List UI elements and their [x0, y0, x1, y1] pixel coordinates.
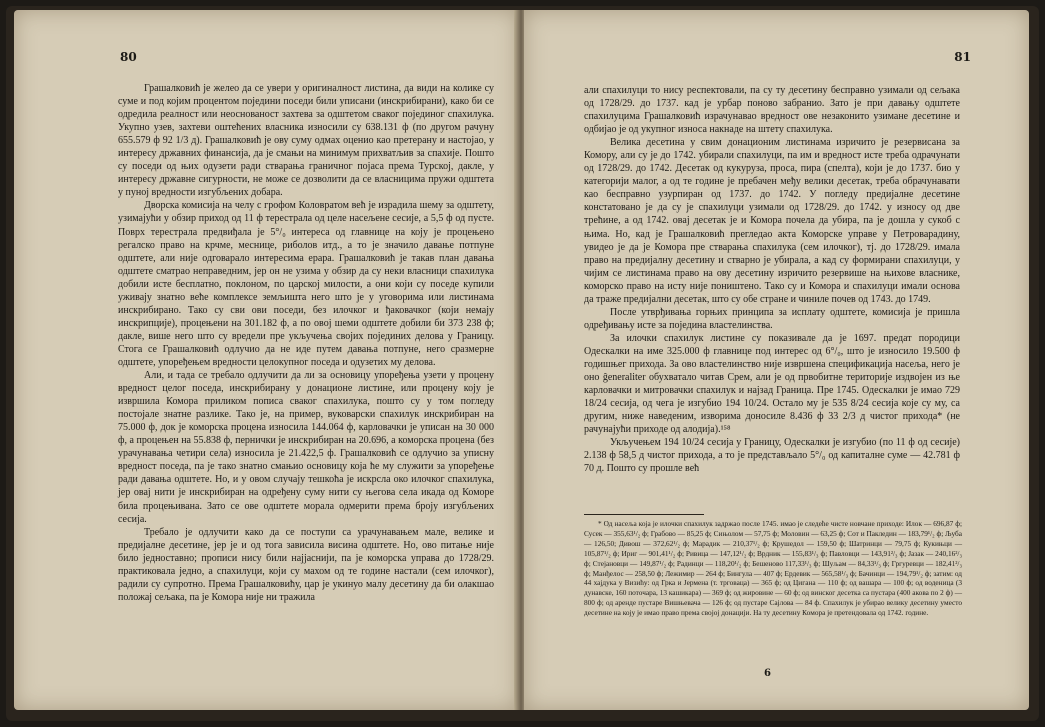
page-number: 81	[954, 50, 971, 64]
paragraph: Требало је одлучити како да се поступи са урачунавањем мале, велике и предијалне десетине, јер је и од тога зависила висина одштете. Но, ово питање није било једноставно; прописи нису били најјаснији, па је коморска управа до 1728/29. практиковала једно, а спахилуци, који су махом од те године настали (сем илочког), радили су супротно. Према Грашалковићу, цар је укинуо малу десетину да би олакшао положај сељака, па је Комора није ни тражила	[118, 526, 494, 603]
paragraph: Али, и тада се требало одлучити да ли за основицу упоређења узети у процену вредност целог поседа, инскрибирану у донационе листине, или процену коју је извршила Комора приликом пописа сваког спахилука, пошто су у том погледу постојале знатне разлике. Тако је, на пример, вуковарски спахилук инскрибиран на 75.000 ф, док је коморска процена износила 144.064 ф, карловачки је уписан на 30 000 ф, а процењен на 55.838 ф, пернички је инскрибиран на 20.696, а коморска процена (без урачунавања четири села) износила је 21.422,5 ф. Грашалковић се одлучио за уписну вредност поседа, па је тако знатно смањио основицу која ће му служити за упоређење ради давања одштете. Но, и у овом случају тешкоћа је искрсла око илочког спахилука, јер овај нити је инскрибиран на одређену суму нити су његова села икада од Коморе била процењивана. Зато се ове одштете морала одмерити према броју изгубљених сесија.	[118, 370, 494, 525]
paragraph: Велика десетина у свим донационим листинама изричито је резервисана за Комору, али су је до 1742. убирали спахилуци, па им и вредност исте треба одрачунати од 1728/29. до 1742. Десетак од кукуруза, проса, пира (спелта), који је до 1737. био у категорији малог, а од те године је пребачен међу велики десетак, треба обрачунавати као бесправно узурпиран од 1737. до 1742. У погледу предијалне десетине констатовано је да су је спахилуци узимали од 1728/29. до 1742. у износу од две трећине, а од 1742. овај десетак је и Комора почела да убира, па је дошла у сукоб с њима. Но, кад је Грашалковић прегледао акта Коморске управе у Петроварадину, увидео је да је Комора пре стварања спахилука (сем илочког), тј. до 1728/29. имала право на предијалну десетину и стварно је убирала, а кад су формирани спахилуци, у чијим се листинама право на ову десетину изричито резервише на њихове власнике, коморско право на исту није поништено. Тако су и Комора и спахилуци имали основа да траже предијални десетак, што су обе стране и чиниле почев од 1743. до 1749.	[584, 137, 960, 305]
page-body-text	[118, 82, 494, 604]
page-body-text	[584, 84, 960, 475]
paragraph: али спахилуци то нису респектовали, па су ту десетину бесправно узимали од сељака од 1728/29. до 1737. кад је урбар поново забранио. Зато је при давању одштете спахилуцима Грашалковић израчунавао вредност ове незаконито узимане десетине и одбијао је од укупног износа накнаде на штету спахилука.	[584, 85, 960, 136]
paragraph: После утврђивања горњих принципа за исплату одштете, комисија је пришла одређивању исте за поједина властелинства.	[584, 306, 960, 331]
paragraph: Укључењем 194 10/24 сесија у Границу, Одескалки је изгубио (по 11 ф од сесије) 2.138 ф 58,5 д чистог прихода, а то је представљало 5°/₀ од капиталне суме — 42.781 ф 70 д. Пошто су прошле већ	[584, 437, 960, 475]
paragraph: Дворска комисија на челу с грофом Коловратом већ је израдила шему за одштету, узимајући у обзир приход од 11 ф терестрала од целе насељене сесије, а 5,5 ф од пусте. Поврх терестрала предвиђала је 5°/₀ интереса од главнице на коју је процењено регалско право на крчме, меснице, риболов итд., а то је значило давање потпуне одштете, али није одговарало интересима ерара. Грашалковић је такав план давања одштете сматрао неправедним, јер он не узима у обзир да су неки власници спахилука добили исте бесплатно, поклоном, по царској милости, а они који су поседе купили уживају знатно веће комплексе земљишта него што је у уговорима или листинама инскрибирано. Тако су сви ови поседи, без илочког и ђаковачког (који немају инскрипције), процењени на 301.182 ф, а по овој шеми одштете добили би 373 238 ф; дакле, више него што су вредели пре укључења својих појединих делова у Границу. Стога се Грашалковић одлучио да не иде путем давања потпуне, него сразмерне одштете, упоређењем вредности целокупног поседа и одузетих му делова.	[118, 200, 494, 368]
footnote-rule	[584, 514, 704, 515]
right-page	[524, 10, 1029, 710]
signature-mark: 6	[764, 668, 771, 679]
footnote	[584, 519, 962, 618]
footnote-text: * Од насеља која је илочки спахилук задржао после 1745. имао је следеће чисте новчане приходе: Илок — 696,87 ф; Сусек — 355,63¹/₂ ф; Грабово — 85,25 ф; Сињолом — 57,75 ф; Моловин — 63,25 ф; Сот и Пакледин — 183,79¹/₂ ф; Љуба — 126,50; Дивош — 372,62¹/₂ ф; Марадик — 210,37¹/₂ ф; Крушедол — 159,50 ф; Шатринци — 79,75 ф; Кукињци — 105,87¹/₂ ф; Ириг — 901,41¹/₂ ф; Ривица — 147,12¹/₂ ф; Врдник — 155,83¹/₃ ф; Павловци — 143,91²/₃ ф; Јазак — 240,16²/₃ ф; Стејановци — 149,87¹/₂ ф; Радинци — 118,20¹/₂ ф; Бешеново 117,33¹/₃ ф; Шуљам — 84,33¹/₃ ф; Гргуревци — 182,41²/₃ ф; Манђелос — 258,50 ф; Лежимир — 264 ф; Бингула — 407 ф; Ердевик — 565,58¹/₃ ф; Бачинци — 194,79¹/₂ ф; затим: од 44 хајдука у Визићу: од Грка и Јермена (т. трговаца) — 365 ф; од Цигана — 110 ф; од вашара — 100 ф; од воденица (3 дунавске, 160 поточара, 13 кашикара) — 369 ф; од жировине — 60 ф; од винског десетка са пустара (400 акова по 2 ф) — 800 ф; од аренде пустаре Вишњевача — 126 ф; од пустаре Сајлова — 84 ф. Спахилук је убирао велику десетину уместо десетине на коју је имао право према својој донацији. На ту десетину Комора је претендовала од 1742. године.	[584, 519, 962, 618]
left-page	[14, 10, 518, 710]
page-number: 80	[120, 50, 137, 64]
paragraph: Грашалковић је желео да се увери у оригиналност листина, да види на колике су суме и под којим процентом поједини поседи били уписани (инскрибирани), како би се одредила реалност или неоснованост захтева за одштетом сваког појединог спахилука. Укупно узев, захтеви оштећених власника износили су 638.131 ф (по другом рачуну 655.579 ф 92 1/3 д). Грашалковић је ову суму одмах оценио као претерану и настојао, у интересу државних финансија, да је смањи на минимум прихватљив за спахије. Пошто су поседи од њих одузети ради стварања граничног појаса према Турској, дакле, у интересу државне сигурности, не може се дозволити да се власницима пружи одштета у пуној вредности изгубљених добара.	[118, 83, 494, 199]
paragraph: За илочки спахилук листине су показивале да је 1697. предат породици Одескалки на име 325.000 ф главнице под интерес од 6°/₀, што је износило 19.500 ф годишњег прихода. За ово властелинство није извршена спецификација насеља, него је оно ĝeneralitеr обухватало читав Срем, али је од првобитне територије издвојен из ње карловачки и митровачки спахилук и најзад Граница. Пре 1745. Одескалки је имао 729 18/24 сесија, од чега је изгубио 194 10/24. Остало му је 535 8/24 сесија које су му, са другим, ниже наведеним, изворима доносиле 8.436 ф 33 2/3 д чистог прихода* (не рачунајући приходе од алодија).¹⁵⁸	[584, 332, 960, 436]
